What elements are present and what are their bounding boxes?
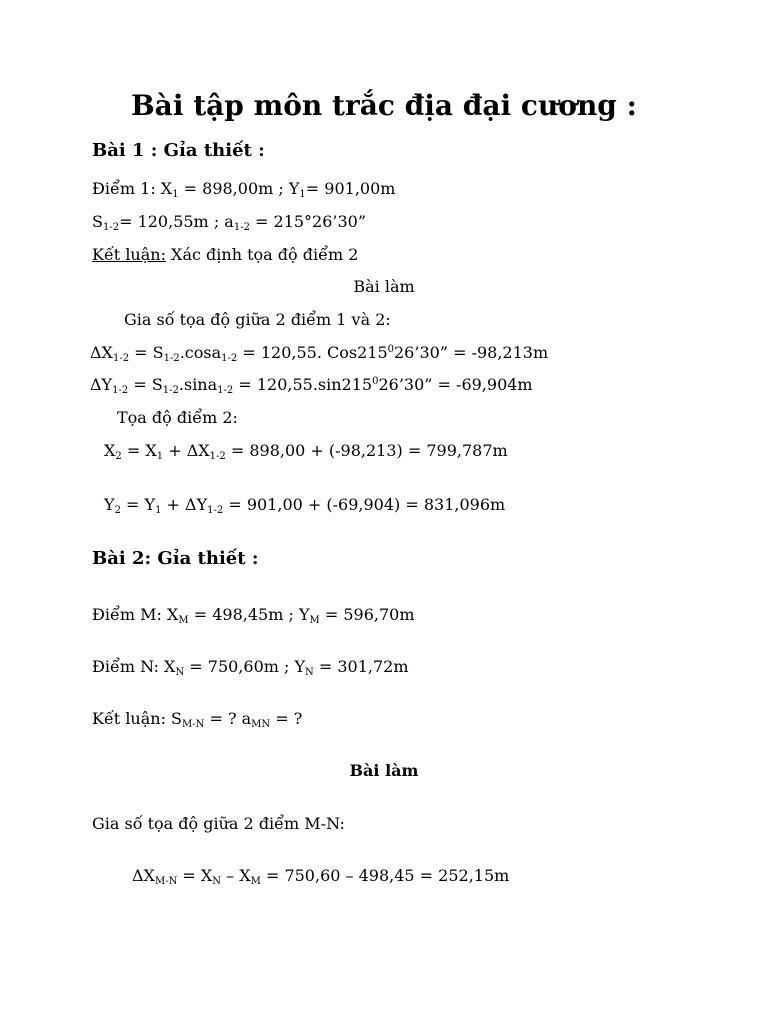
text-segment: + ΔX [163, 441, 210, 460]
text-segment: = 215°26’30” [249, 212, 367, 231]
text-segment: = 120,55.sin215 [233, 375, 373, 394]
subscript: 1-2 [102, 222, 120, 233]
text-segment: = 120,55. Cos215 [237, 343, 388, 362]
ex2-solution-label: Bài làm [349, 761, 419, 780]
ex1-distance-line [92, 212, 366, 232]
text-segment: ΔY [90, 375, 113, 394]
text-segment: Điểm M: X [92, 605, 179, 624]
ex1-delta-y-line [90, 375, 533, 395]
conclusion-label: Kết luận: [92, 245, 166, 264]
conclusion-text: Xác định tọa độ điểm 2 [165, 245, 359, 264]
subscript: 1-2 [163, 353, 180, 364]
subscript: M-N [154, 876, 178, 887]
subscript: 2 [114, 505, 121, 516]
subscript: M [309, 615, 320, 626]
text-segment: Y [104, 495, 115, 514]
text-segment: Điểm 1: X [92, 179, 173, 198]
degree-superscript: 0 [372, 376, 379, 387]
text-segment: = 120,55m ; a [119, 212, 234, 231]
text-segment: = S [129, 343, 164, 362]
exercise-2-heading: Bài 2: Gỉa thiết : [92, 548, 259, 569]
subscript: N [305, 667, 314, 678]
ex1-solution-label: Bài làm [353, 277, 415, 296]
ex1-delta-x-line [90, 343, 548, 363]
ex1-x2-line [104, 441, 508, 461]
text-segment: = 596,70m [319, 605, 415, 624]
subscript: 1 [299, 189, 306, 200]
text-segment: 26’30” = -69,904m [378, 375, 533, 394]
subscript: 1-2 [209, 451, 226, 462]
subscript: M [250, 876, 261, 887]
ex2-increment-intro: Gia số tọa độ giữa 2 điểm M-N: [92, 814, 345, 833]
text-segment: = Y [120, 495, 156, 514]
text-segment: X [104, 441, 116, 460]
text-segment: + ΔY [161, 495, 208, 514]
ex2-conclusion-line [92, 709, 302, 729]
subscript: 1 [156, 451, 164, 462]
text-segment: ΔX [90, 343, 113, 362]
ex1-increment-intro: Gia số tọa độ giữa 2 điểm 1 và 2: [124, 310, 391, 329]
subscript: M-N [182, 719, 205, 730]
text-segment: .sina [178, 375, 218, 394]
text-segment: = 498,45m ; Y [188, 605, 310, 624]
subscript: 1-2 [207, 505, 224, 516]
text-segment: Điểm N: X [92, 657, 176, 676]
text-segment: ΔX [132, 866, 155, 885]
subscript: N [212, 876, 222, 887]
text-segment: = 901,00 + (-69,904) = 831,096m [223, 495, 506, 514]
subscript: N [175, 667, 185, 678]
subscript: 1-2 [233, 222, 250, 233]
text-segment: = 750,60 – 498,45 = 252,15m [260, 866, 510, 885]
ex1-conclusion-line [92, 245, 358, 265]
exercise-1-heading: Bài 1 : Gỉa thiết : [92, 140, 265, 161]
text-segment: S [92, 212, 103, 231]
text-segment: = X [121, 441, 157, 460]
ex2-delta-x-line [132, 866, 509, 886]
text-segment: = S [128, 375, 163, 394]
subscript: 1-2 [162, 385, 179, 396]
text-segment: = 898,00 + (-98,213) = 799,787m [225, 441, 508, 460]
subscript: MN [251, 719, 271, 730]
subscript: 1-2 [221, 353, 238, 364]
page-title: Bài tập môn trắc địa đại cương : [131, 89, 637, 122]
text-segment: 26’30” = -98,213m [394, 343, 549, 362]
text-segment: = 301,72m [313, 657, 409, 676]
subscript: 1-2 [112, 385, 129, 396]
subscript: 2 [115, 451, 122, 462]
ex2-point-n-line [92, 657, 409, 677]
subscript: 1-2 [112, 353, 130, 364]
text-segment: = 901,00m [305, 179, 396, 198]
ex1-coord-intro: Tọa độ điểm 2: [117, 408, 238, 427]
text-segment: .cosa [179, 343, 222, 362]
text-segment: = X [177, 866, 213, 885]
subscript: 1-2 [217, 385, 234, 396]
text-segment: = 898,00m ; Y [178, 179, 300, 198]
text-segment: = ? [270, 709, 303, 728]
degree-superscript: 0 [387, 344, 394, 355]
text-segment: – X [221, 866, 251, 885]
subscript: 1 [172, 189, 179, 200]
ex2-point-m-line [92, 605, 414, 625]
ex1-point-1-line [92, 179, 395, 199]
text-segment: Kết luận: S [92, 709, 183, 728]
subscript: 1 [155, 505, 162, 516]
text-segment: = ? a [204, 709, 252, 728]
subscript: M [178, 615, 189, 626]
ex1-y2-line [104, 495, 505, 515]
text-segment: = 750,60m ; Y [184, 657, 306, 676]
